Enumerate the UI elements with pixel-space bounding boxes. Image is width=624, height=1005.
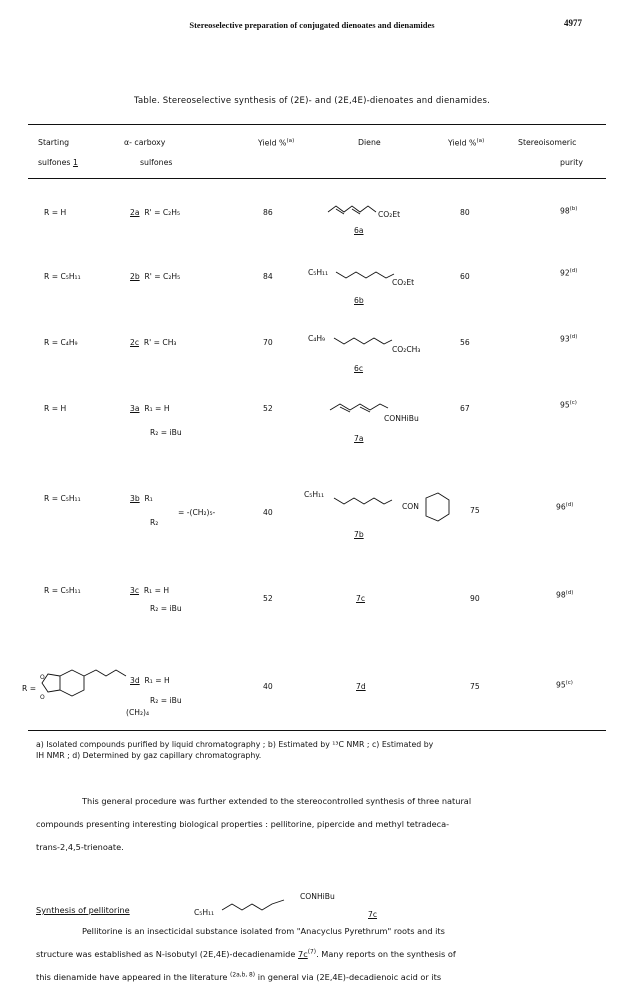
cell-purity: 96$^{(d)}$ bbox=[556, 502, 574, 512]
cell-starting: R = C₅H₁₁ bbox=[44, 586, 81, 595]
pellitorine-fragment-right: CONHiBu bbox=[300, 892, 335, 901]
cell-alpha-line2: R₂ = iBu bbox=[150, 696, 182, 705]
piperidine-ring-icon bbox=[420, 492, 452, 522]
col-starting-line2: sulfones 1 bbox=[38, 158, 78, 167]
cell-alpha: 2a R' = C₂H₅ bbox=[130, 208, 180, 217]
diene-label: 6a bbox=[354, 226, 364, 235]
cell-alpha-mid: = -(CH₂)₅- bbox=[178, 508, 216, 517]
chain-fragment: (CH₂)₄ bbox=[126, 708, 150, 717]
diene-fragment: CO₂Et bbox=[392, 278, 415, 287]
cell-starting: R = C₅H₁₁ bbox=[44, 494, 81, 503]
body-paragraph-2-line3: this dienamide have appeared in the literature $^{(2a,b, 8)}$ in general via (2E,4E)-decadienoic acid or its bbox=[36, 972, 442, 982]
page-number: 4977 bbox=[564, 18, 582, 28]
cell-yield2: 90 bbox=[470, 594, 480, 603]
col-diene: Diene bbox=[358, 138, 381, 147]
diene-label: 7a bbox=[354, 434, 364, 443]
col-stereo-line1: Stereoisomeric bbox=[518, 138, 577, 147]
cell-yield1: 52 bbox=[263, 404, 273, 413]
cell-starting: R = bbox=[22, 684, 37, 693]
cell-alpha: 2b R' = C₂H₅ bbox=[130, 272, 181, 281]
body-paragraph-1-line3: trans-2,4,5-trienoate. bbox=[36, 842, 124, 852]
ring-oxygen-top: O bbox=[40, 674, 45, 681]
table-header-rule bbox=[28, 178, 606, 179]
diene-fragment-left: C₄H₉ bbox=[308, 334, 326, 343]
body-paragraph-1-line1: This general procedure was further extended to the stereocontrolled synthesis of three natural bbox=[82, 796, 472, 806]
diene-label: 6b bbox=[354, 296, 364, 305]
cell-alpha-line1: 3c R₁ = H bbox=[130, 586, 170, 595]
col-alpha-line2: sulfones bbox=[140, 158, 173, 167]
cell-yield1: 40 bbox=[263, 682, 273, 691]
cell-purity: 98$^{(b)}$ bbox=[560, 206, 578, 216]
cell-purity: 95$^{(c)}$ bbox=[560, 400, 577, 410]
cell-yield2: 75 bbox=[470, 506, 480, 515]
cell-yield2: 60 bbox=[460, 272, 470, 281]
col-starting-line1: Starting bbox=[38, 138, 70, 147]
cell-alpha-line2: R₂ = iBu bbox=[150, 428, 182, 437]
cell-purity: 92$^{(d)}$ bbox=[560, 268, 578, 278]
cell-alpha-line1: 3b R₁ bbox=[130, 494, 153, 503]
pellitorine-label: 7c bbox=[368, 910, 378, 919]
diene-fragment-left: C₅H₁₁ bbox=[304, 490, 325, 499]
diene-fragment: CONHiBu bbox=[384, 414, 419, 423]
diene-label: 7b bbox=[354, 530, 364, 539]
cell-yield2: 75 bbox=[470, 682, 480, 691]
table-bottom-rule bbox=[28, 730, 606, 731]
cell-purity: 98$^{(d)}$ bbox=[556, 590, 574, 600]
cell-alpha-line1: 3d R₁ = H bbox=[130, 676, 170, 685]
diene-fragment: CO₂Et bbox=[378, 210, 401, 219]
cell-starting: R = H bbox=[44, 404, 67, 413]
cell-yield1: 84 bbox=[263, 272, 273, 281]
cell-yield2: 80 bbox=[460, 208, 470, 217]
cell-purity: 95$^{(c)}$ bbox=[556, 680, 573, 690]
diene-label: 7c bbox=[356, 594, 366, 603]
col-stereo-line2: purity bbox=[560, 158, 583, 167]
cell-alpha-line2: R₂ bbox=[150, 518, 159, 527]
running-header-title: Stereoselective preparation of conjugated dienoates and dienamides bbox=[189, 20, 435, 30]
cell-starting: R = C₅H₁₁ bbox=[44, 272, 81, 281]
benzodioxole-structure-icon bbox=[40, 664, 130, 704]
table-footnote-line2: IH NMR ; d) Determined by gaz capillary chromatography. bbox=[36, 751, 262, 760]
diene-label: 6c bbox=[354, 364, 364, 373]
cell-yield1: 70 bbox=[263, 338, 273, 347]
col-yield2: Yield %$^{(a)}$ bbox=[448, 138, 485, 148]
ring-oxygen-bottom: O bbox=[40, 694, 45, 701]
cell-alpha-line1: 3a R₁ = H bbox=[130, 404, 170, 413]
cell-starting: R = H bbox=[44, 208, 67, 217]
pellitorine-structure bbox=[222, 898, 302, 918]
cell-starting: R = C₄H₉ bbox=[44, 338, 78, 347]
body-paragraph-2-line1: Pellitorine is an insecticidal substance isolated from "Anacyclus Pyrethrum" roots and its bbox=[82, 926, 445, 936]
section-heading: Synthesis of pellitorine bbox=[36, 905, 130, 915]
cell-yield1: 40 bbox=[263, 508, 273, 517]
table-footnote-line1: a) Isolated compounds purified by liquid chromatography ; b) Estimated by ¹³C NMR ; c) Estimated by bbox=[36, 740, 434, 749]
body-paragraph-2-line2: structure was established as N-isobutyl (2E,4E)-decadienamide $7c^{(7)}$. Many reports on the synthesis of bbox=[36, 949, 456, 959]
table-top-rule bbox=[28, 124, 606, 125]
pellitorine-fragment-left: C₅H₁₁ bbox=[194, 908, 215, 917]
cell-yield1: 86 bbox=[263, 208, 273, 217]
cell-purity: 93$^{(d)}$ bbox=[560, 334, 578, 344]
table-title: Table. Stereoselective synthesis of (2E)- and (2E,4E)-dienoates and dienamides. bbox=[133, 96, 491, 106]
col-yield1: Yield %$^{(a)}$ bbox=[258, 138, 295, 148]
cell-yield2: 56 bbox=[460, 338, 470, 347]
diene-label: 7d bbox=[356, 682, 366, 691]
col-alpha-line1: α- carboxy bbox=[124, 138, 166, 147]
body-paragraph-1-line2: compounds presenting interesting biological properties : pellitorine, pipercide and methyl tetradeca- bbox=[36, 819, 450, 829]
cell-yield1: 52 bbox=[263, 594, 273, 603]
cell-yield2: 67 bbox=[460, 404, 470, 413]
cell-alpha-line2: R₂ = iBu bbox=[150, 604, 182, 613]
diene-fragment: CO₂CH₃ bbox=[392, 345, 421, 354]
cell-alpha: 2c R' = CH₃ bbox=[130, 338, 177, 347]
diene-fragment: CON bbox=[402, 502, 419, 511]
diene-fragment-left: C₅H₁₁ bbox=[308, 268, 329, 277]
